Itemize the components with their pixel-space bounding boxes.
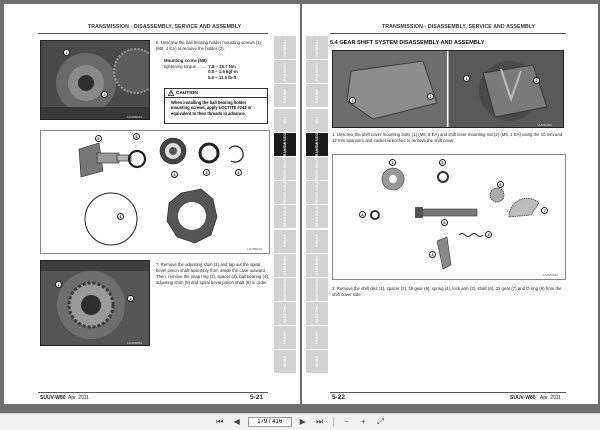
chapter-tab[interactable]: GENERAL bbox=[274, 36, 296, 59]
figure-code: LAA55103A bbox=[537, 123, 552, 127]
torque-label: Mounting screw (M8) bbox=[164, 58, 207, 63]
chapter-tab[interactable]: FRAME bbox=[274, 326, 296, 349]
footer-model: SUUV-W80 bbox=[40, 395, 66, 401]
shift-cover-photo-graphic bbox=[333, 51, 564, 128]
page-left bbox=[4, 4, 300, 404]
torque-value: 5.8 ~ 11.5 lb-ft bbox=[208, 74, 237, 80]
warning-icon bbox=[168, 90, 174, 96]
chapter-tab[interactable]: CVT bbox=[274, 109, 296, 132]
figure-shift-parts bbox=[332, 154, 566, 280]
callout: 1 bbox=[117, 213, 124, 220]
page-header-title: TRANSMISSION - DISASSEMBLY, SERVICE AND ASSEMBLY bbox=[88, 24, 242, 30]
photo-bearing-holder bbox=[40, 40, 150, 120]
chapter-tab[interactable]: STEERING bbox=[306, 254, 328, 277]
chapter-tab[interactable]: ENGINE bbox=[306, 84, 328, 107]
step-2-text: 2. Remove the shift disc (1), spacer (2), 16 gear (5), spring (4), lock arm (3), shaft (6), 33 gear (7) and O-ring (8) from the shift cover side. bbox=[332, 286, 562, 297]
pinion-parts-diagram bbox=[41, 131, 270, 254]
chapter-tab[interactable]: BRAKE bbox=[306, 230, 328, 253]
step-1-text: 1. Unscrew the shift cover mounting bolts (1) (M6, 5 EA) and shift lever mounting nut (2) (M8, 1 EA) using the 10 mm and 12 mm spanners and socket wrenches to remove the shift cover. bbox=[332, 132, 563, 143]
callout: 2 bbox=[427, 93, 434, 100]
figure-code: LAC09903A bbox=[127, 115, 143, 119]
page-header-title: TRANSMISSION - DISASSEMBLY, SERVICE AND ASSEMBLY bbox=[382, 24, 536, 30]
callout: 4 bbox=[485, 231, 492, 238]
callout: 6 bbox=[95, 135, 102, 142]
chapter-tab[interactable]: ELECTRIC bbox=[274, 302, 296, 325]
step-7-text: 7. Remove the adjusting shim (1) and tap out the spiral bevel pinion shaft assembly from inside the case outward. Then, remove the snap ring (2), spacer (3), ball bearing (4), adjusting shim (5) and spiral bevel pinion shaft (6) in order. bbox=[156, 262, 269, 285]
chapter-tab[interactable]: DRIVE SHAFT bbox=[274, 157, 296, 180]
chapter-tab[interactable]: BRAKE bbox=[274, 230, 296, 253]
pinion-shaft-photo-graphic bbox=[41, 261, 150, 346]
callout: 1 bbox=[55, 281, 62, 288]
callout: 3 bbox=[429, 251, 436, 258]
caution-text: When installing the ball bearing holder mounting screws, apply LOCTITE #242 or equivalent to their threads in advance. bbox=[171, 100, 252, 116]
shift-parts-diagram bbox=[333, 155, 566, 280]
chapter-tab[interactable]: GENERAL bbox=[306, 36, 328, 59]
zoom-in-icon[interactable]: + bbox=[360, 417, 366, 426]
callout: 1 bbox=[349, 97, 356, 104]
photo-pinion-shaft bbox=[40, 260, 150, 346]
page-right bbox=[302, 4, 598, 404]
page-number: 5-22 bbox=[332, 394, 346, 401]
callout: 3 bbox=[203, 169, 210, 176]
torque-value: 0.8 ~ 1.6 kgf-m bbox=[208, 69, 238, 75]
chapter-tab-active[interactable]: TRANSMISSION bbox=[274, 133, 296, 156]
figure-code: LAC09904A bbox=[247, 247, 263, 251]
chapter-tabs-right bbox=[306, 36, 328, 375]
chapter-tab[interactable]: FRONT AXLE bbox=[274, 181, 296, 204]
callout: 7 bbox=[541, 207, 548, 214]
chapter-tab[interactable]: SUSPENSION bbox=[274, 278, 296, 301]
header-rule bbox=[38, 33, 268, 34]
footer-rule bbox=[38, 392, 268, 393]
footer-date: Apr. 2011 bbox=[540, 395, 562, 401]
prev-page-icon[interactable]: ◀ bbox=[233, 417, 240, 426]
chapter-tab[interactable]: REAR AXLE bbox=[274, 205, 296, 228]
callout: 2 bbox=[127, 295, 134, 302]
torque-spec: Mounting screw (M8) tightening torque ....... 7.8 ~ 15.7 Nm 0.8 ~ 1.6 kgf-m 5.8 ~ 11.5 lb-ft bbox=[164, 58, 238, 80]
caution-box bbox=[164, 88, 268, 124]
section-title: 5.4 GEAR SHIFT SYSTEM DISASSEMBLY AND ASSEMBLY bbox=[330, 40, 485, 46]
footer-rule bbox=[330, 392, 566, 393]
chapter-tab[interactable]: PERIODIC bbox=[306, 60, 328, 83]
callout: 1 bbox=[463, 75, 470, 82]
chapter-tab[interactable]: FRONT AXLE bbox=[306, 181, 328, 204]
viewer-toolbar bbox=[0, 413, 600, 430]
callout: 5 bbox=[497, 181, 504, 188]
chapter-tab[interactable]: PERIODIC bbox=[274, 60, 296, 83]
bearing-holder-photo-graphic bbox=[41, 41, 150, 120]
photo-shift-cover bbox=[332, 50, 564, 128]
callout: 5 bbox=[133, 133, 140, 140]
page-number: 5-21 bbox=[250, 394, 264, 401]
torque-value: 7.8 ~ 15.7 Nm bbox=[208, 63, 236, 69]
step-6-text: 6. Unscrew the ball bearing holder mounting screws (1) (M8, 4 EA) to remove the holder (2). bbox=[156, 40, 262, 51]
chapter-tab[interactable]: DRIVE SHAFT bbox=[306, 157, 328, 180]
caution-title: CAUTION bbox=[176, 90, 198, 96]
callout: 1 bbox=[389, 159, 396, 166]
torque-sublabel: tightening torque bbox=[164, 63, 197, 69]
chapter-tab[interactable]: ENGINE bbox=[274, 84, 296, 107]
callout: 2 bbox=[101, 91, 108, 98]
zoom-out-icon[interactable]: − bbox=[343, 417, 349, 426]
callout: 2 bbox=[533, 77, 540, 84]
callout: 2 bbox=[235, 169, 242, 176]
next-page-icon[interactable]: ▶ bbox=[299, 417, 306, 426]
footer-model: SUUV-W80 bbox=[510, 395, 536, 401]
chapter-tab-active[interactable]: TRANSMISSION bbox=[306, 133, 328, 156]
toolbar-divider bbox=[333, 417, 334, 427]
chapter-tab[interactable]: REAR AXLE bbox=[306, 205, 328, 228]
callout: 6 bbox=[441, 219, 448, 226]
header-rule bbox=[330, 33, 566, 34]
chapter-tab[interactable]: STEERING bbox=[274, 254, 296, 277]
figure-code: LAC09905A bbox=[127, 341, 143, 345]
callout: 1 bbox=[63, 49, 70, 56]
chapter-tab[interactable]: ELECTRIC bbox=[306, 302, 328, 325]
figure-pinion-parts bbox=[40, 130, 270, 254]
footer-date: Apr. 2011 bbox=[68, 395, 90, 401]
callout: 8 bbox=[359, 211, 366, 218]
chapter-tab[interactable]: CVT bbox=[306, 109, 328, 132]
chapter-tab[interactable]: INDEX bbox=[274, 350, 296, 373]
chapter-tab[interactable]: SUSPENSION bbox=[306, 278, 328, 301]
fit-page-icon[interactable]: ⤢ bbox=[377, 417, 384, 426]
callout: 2 bbox=[439, 159, 446, 166]
chapter-tab[interactable]: INDEX bbox=[306, 350, 328, 373]
callout: 4 bbox=[171, 171, 178, 178]
first-page-icon[interactable]: ⏮ bbox=[216, 417, 224, 426]
page-number-input[interactable] bbox=[248, 417, 292, 427]
chapter-tabs-left bbox=[274, 36, 296, 375]
figure-code: LAA55104A bbox=[543, 273, 558, 277]
last-page-icon[interactable]: ⏭ bbox=[316, 417, 324, 426]
chapter-tab[interactable]: FRAME bbox=[306, 326, 328, 349]
